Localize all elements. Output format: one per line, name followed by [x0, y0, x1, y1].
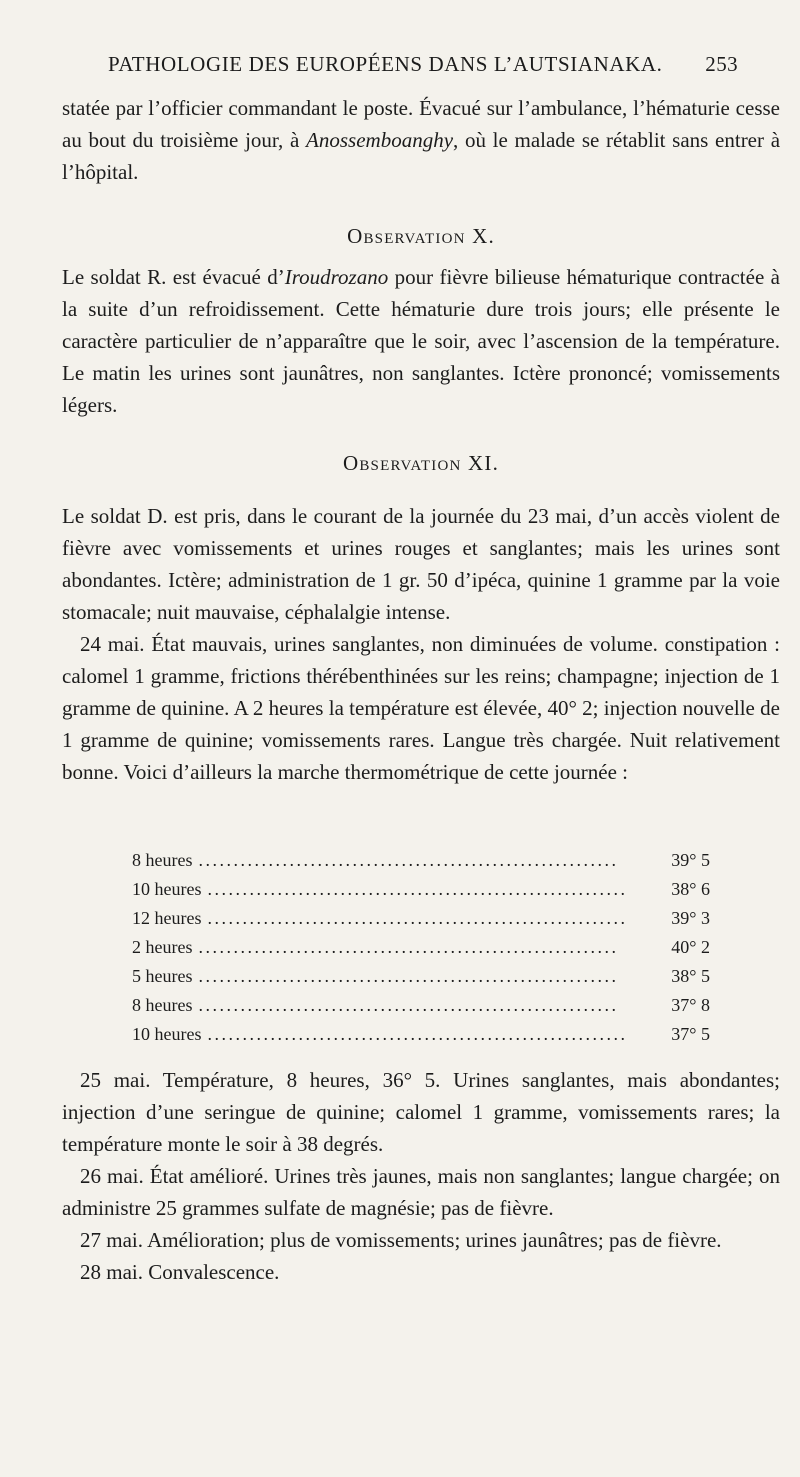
temperature-value: 39° 3 [671, 908, 710, 928]
temperature-row [132, 908, 710, 937]
temperature-time: 2 heures [132, 937, 193, 957]
leader-dots: ............................................................ [198, 937, 619, 957]
temperature-row [132, 879, 710, 908]
temperature-value: 38° 6 [671, 879, 710, 899]
temperature-value: 39° 5 [671, 850, 710, 870]
obs11-paragraph-2: 24 mai. État mauvais, urines sanglantes, non diminuées de volume. constipation : calomel 1 gramme, frictions thérébenthinées sur les reins; champagne; injection de 1 gramme de quinine. A 2 heures la température est élevée, 40° 2; injection nouvelle de 1 gramme de quinine; vomissements rares. Langue très chargée. Nuit relativement bonne. Voici d’ailleurs la marche thermométrique de cette journée : [62, 632, 780, 784]
running-title: PATHOLOGIE DES EUROPÉENS DANS L’AUTSIANAKA. [108, 52, 663, 76]
running-header [108, 52, 738, 77]
temperature-value: 38° 5 [671, 966, 710, 986]
temperature-time: 10 heures [132, 879, 202, 899]
intro-text-start: statée par l’officier commandant le poste. Évacué sur l’ambulance, l’hématurie cesse au bout du troisième jour, à [62, 96, 780, 152]
temperature-row [132, 966, 710, 995]
temperature-value: 37° 5 [671, 1024, 710, 1044]
temperature-time: 10 heures [132, 1024, 202, 1044]
observation-10-body [62, 261, 780, 421]
temperature-time: 8 heures [132, 850, 193, 870]
leader-dots: ............................................................ [198, 966, 619, 986]
observation-11-title: Observation XI. [342, 451, 500, 475]
leader-dots: ............................................................ [207, 879, 628, 899]
observation-11-body [62, 500, 780, 788]
observation-11-continuation [62, 1064, 780, 1288]
obs11-paragraph-3: 25 mai. Température, 8 heures, 36° 5. Urines sanglantes, mais abondantes; injection d’une seringue de quinine; calomel 1 gramme, vomissements rares; la température monte le soir à 38 degrés. [62, 1068, 780, 1156]
leader-dots: ............................................................ [198, 850, 619, 870]
temperature-row [132, 850, 710, 879]
temperature-table [132, 850, 710, 1053]
temperature-time: 5 heures [132, 966, 193, 986]
leader-dots: ............................................................ [198, 995, 619, 1015]
temperature-value: 40° 2 [671, 937, 710, 957]
temperature-time: 12 heures [132, 908, 202, 928]
obs10-place-name: Iroudrozano [284, 265, 389, 289]
obs11-paragraph-1: Le soldat D. est pris, dans le courant de la journée du 23 mai, d’un accès violent de fièvre avec vomissements et urines rouges et sanglantes; mais les urines sont abondantes. Ictère; administration de 1 gr. 50 d’ipéca, quinine 1 gramme par la voie stomacale; nuit mauvaise, céphalalgie intense. [62, 504, 780, 624]
temperature-row [132, 1024, 710, 1053]
obs10-text-start: Le soldat R. est évacué d’ [62, 265, 285, 289]
temperature-row [132, 995, 710, 1024]
obs10-text-end: pour fièvre bilieuse hématurique contractée à la suite d’un refroidissement. Cette hématurie dure trois jours; elle présente le caractère particulier de n’apparaître que le soir, avec l’ascension de la température. Le matin les urines sont jaunâtres, non sanglantes. Ictère prononcé; vomissements légers. [62, 265, 781, 417]
temperature-value: 37° 8 [671, 995, 710, 1015]
temperature-time: 8 heures [132, 995, 193, 1015]
intro-paragraph [62, 92, 780, 188]
intro-text-end: , où le malade se rétablit sans entrer à l’hôpital. [62, 128, 781, 184]
obs11-paragraph-6: 28 mai. Convalescence. [80, 1260, 280, 1284]
temperature-row [132, 937, 710, 966]
leader-dots: ............................................................ [207, 908, 628, 928]
obs11-paragraph-4: 26 mai. État amélioré. Urines très jaunes, mais non sanglantes; langue chargée; on administre 25 grammes sulfate de magnésie; pas de fièvre. [62, 1164, 780, 1220]
observation-10-title: Observation X. [347, 224, 495, 248]
intro-place-name: Anossemboanghy [306, 128, 454, 152]
page-number: 253 [705, 52, 738, 76]
obs11-paragraph-5: 27 mai. Amélioration; plus de vomissements; urines jaunâtres; pas de fièvre. [80, 1228, 722, 1252]
leader-dots: ............................................................ [207, 1024, 628, 1044]
